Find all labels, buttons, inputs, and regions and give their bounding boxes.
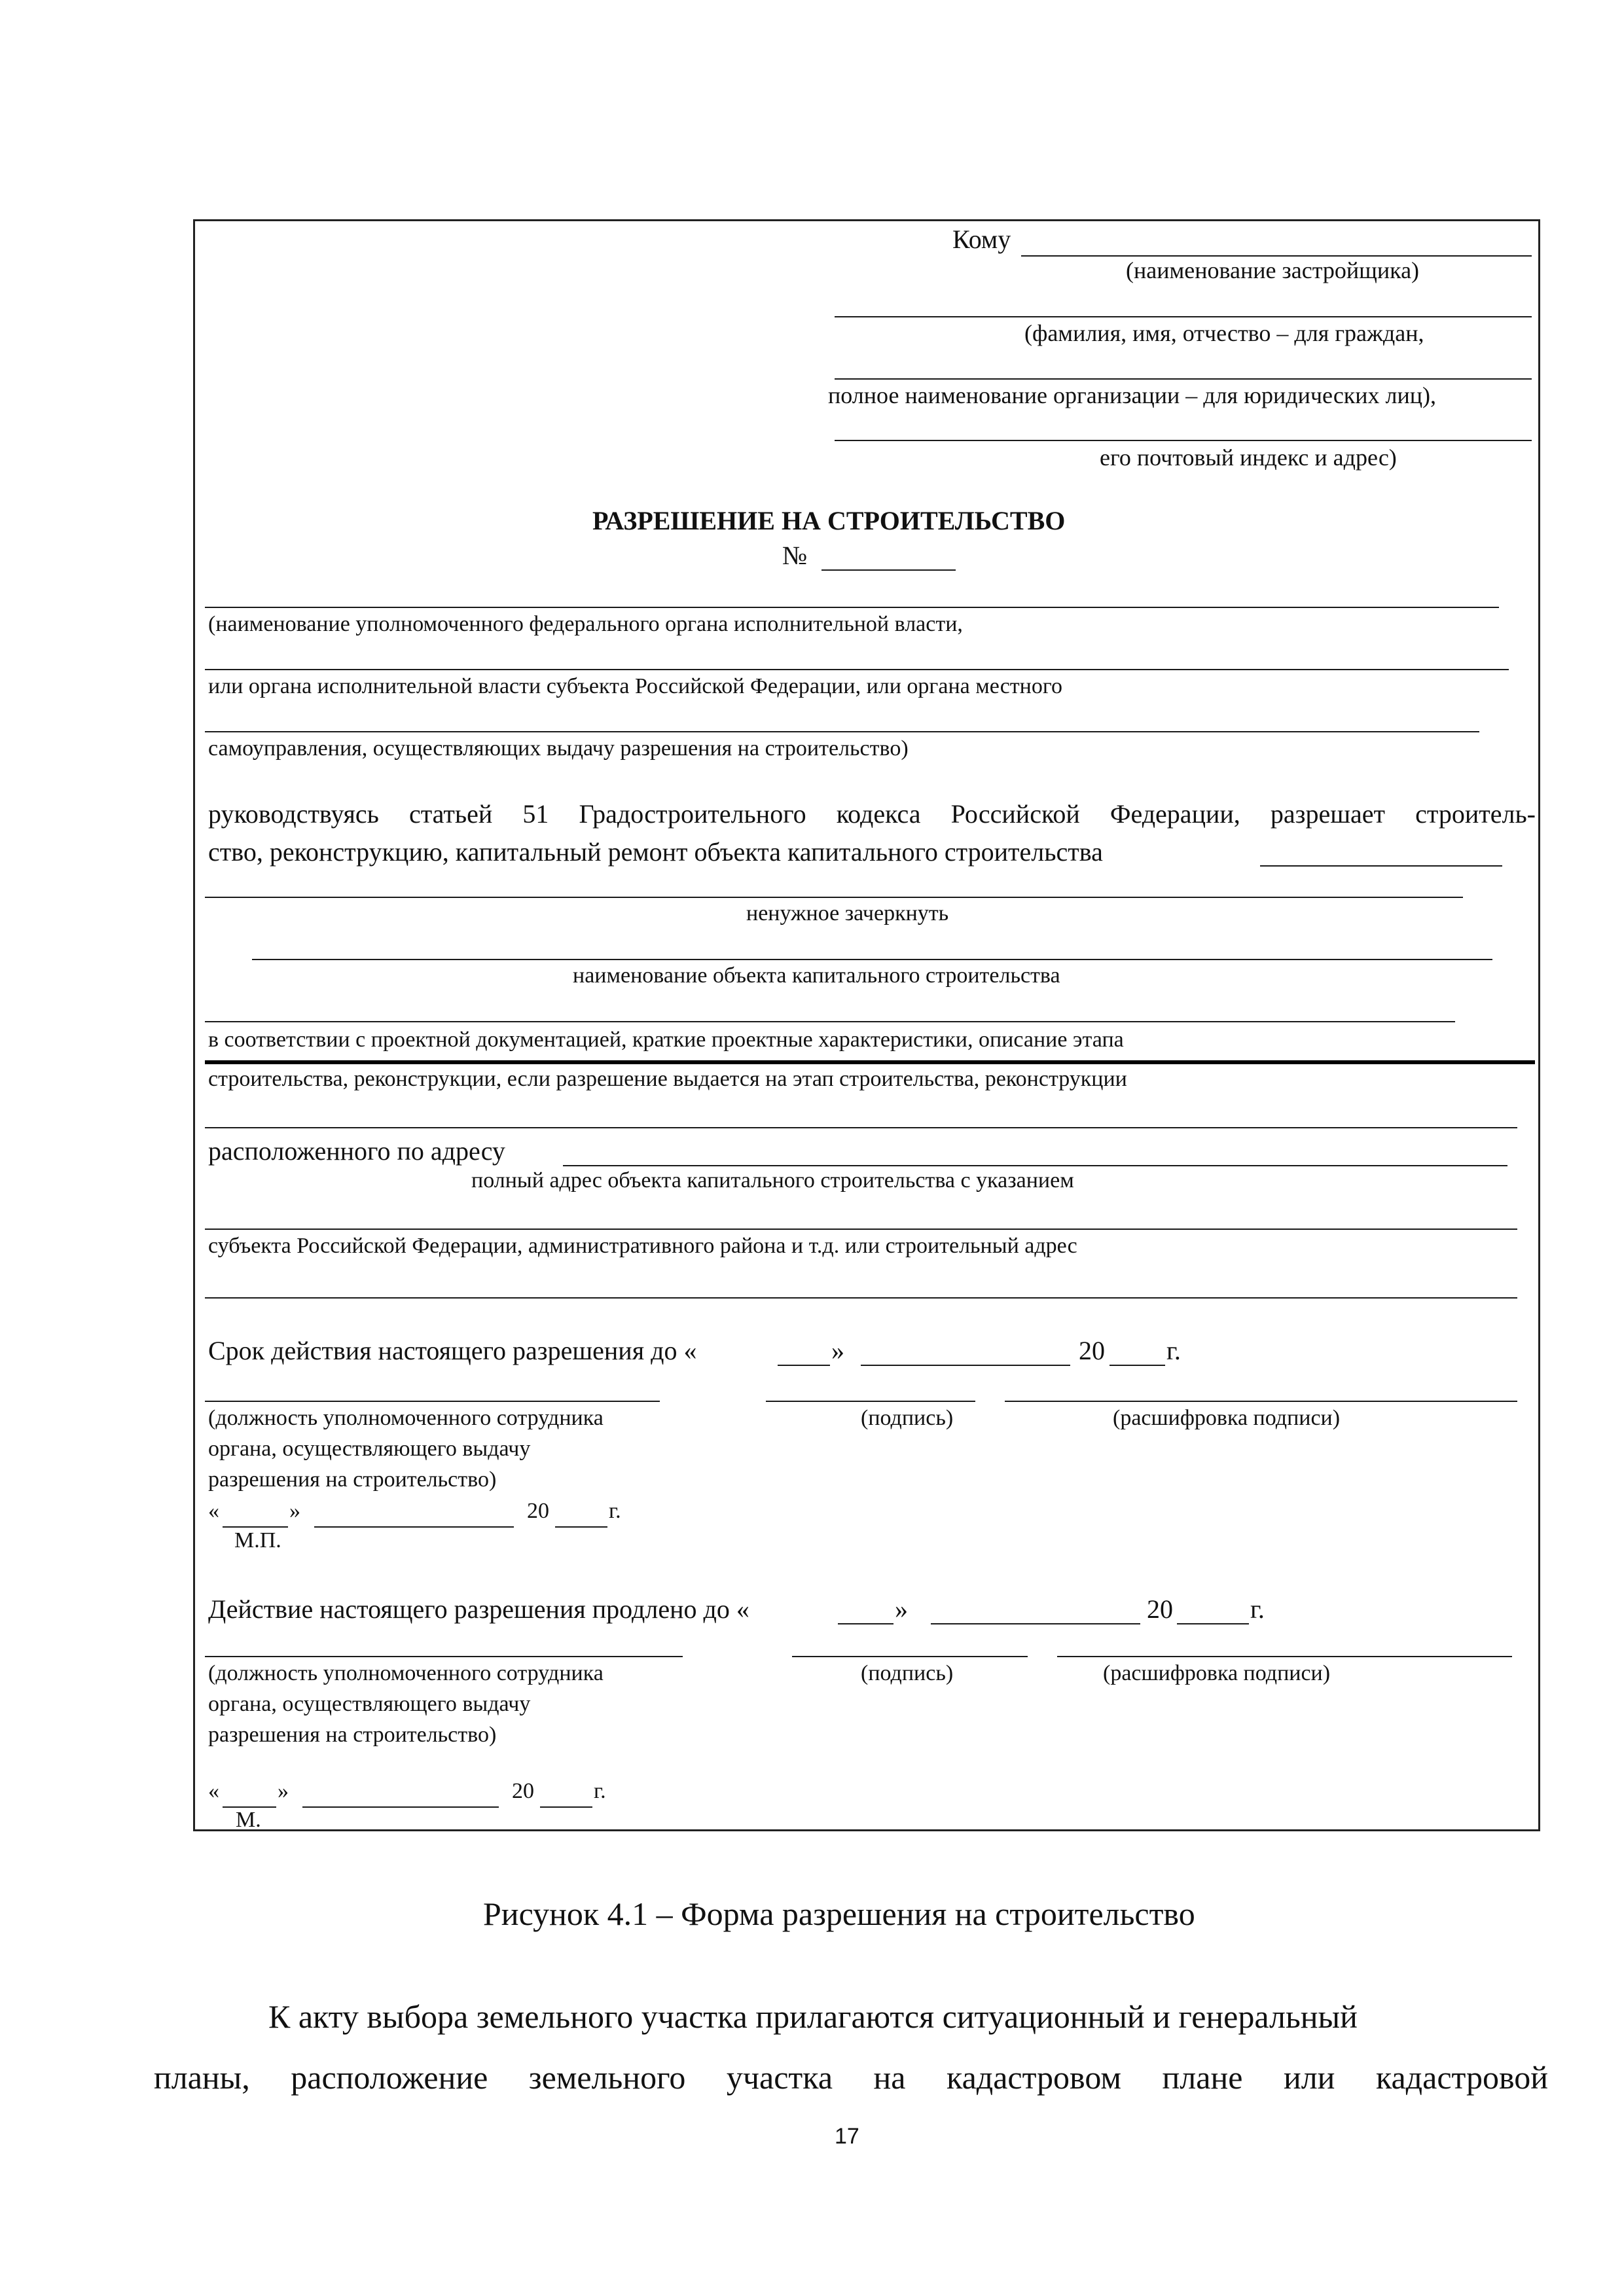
developer-name-hint: (наименование застройщика) bbox=[1126, 257, 1420, 283]
org-line bbox=[835, 378, 1532, 380]
number-line bbox=[821, 569, 956, 571]
sig1-position-hint-2: органа, осуществляющего выдачу bbox=[208, 1437, 531, 1461]
sig2-decoding-line bbox=[1057, 1656, 1512, 1657]
project-hint-2: строительства, реконструкции, если разрешение выдается на этап строительства, реконструкции bbox=[208, 1067, 1127, 1091]
authority-hint-2: или органа исполнительной власти субъекта Российской Федерации, или органа местного bbox=[208, 674, 1062, 698]
person-line bbox=[835, 316, 1532, 317]
extension-year-suffix: г. bbox=[1250, 1594, 1265, 1624]
postal-line bbox=[835, 440, 1532, 441]
authority-line-3 bbox=[205, 731, 1479, 732]
sig1-signature-hint: (подпись) bbox=[861, 1406, 954, 1430]
object-line-2 bbox=[252, 959, 1492, 960]
permit-title: РАЗРЕШЕНИЕ НА СТРОИТЕЛЬСТВО bbox=[592, 506, 1066, 535]
address-line-top bbox=[205, 1127, 1517, 1128]
sig1-day-line bbox=[223, 1526, 288, 1528]
sig2-signature-line bbox=[792, 1656, 1028, 1657]
sig2-position-hint-1: (должность уполномоченного сотрудника bbox=[208, 1661, 604, 1685]
validity-month-line bbox=[861, 1365, 1070, 1366]
sig2-date-close: » bbox=[278, 1779, 289, 1803]
body-text-line-2: планы, расположение земельного участка на кадастровом плане или кадастровой bbox=[154, 2059, 1548, 2096]
validity-prefix: Срок действия настоящего разрешения до « bbox=[208, 1336, 697, 1365]
sig1-year-line bbox=[555, 1526, 607, 1528]
validity-year-prefix: 20 bbox=[1079, 1336, 1105, 1365]
body-text-line-1: К акту выбора земельного участка прилагаются ситуационный и генеральный bbox=[268, 1998, 1358, 2035]
sig2-decoding-hint: (расшифровка подписи) bbox=[1103, 1661, 1331, 1685]
sig1-year-prefix: 20 bbox=[527, 1499, 549, 1523]
validity-quote-close: » bbox=[831, 1336, 844, 1365]
authority-line-1 bbox=[205, 607, 1499, 608]
extension-year-line bbox=[1177, 1623, 1249, 1624]
postal-hint: его почтовый индекс и адрес) bbox=[1100, 444, 1397, 471]
project-hint-1: в соответствии с проектной документацией, краткие проектные характеристики, описание этапа bbox=[208, 1028, 1124, 1052]
object-name-hint: наименование объекта капитального строительства bbox=[573, 963, 1060, 988]
sig1-date-open: « bbox=[208, 1499, 219, 1523]
extension-quote-close: » bbox=[895, 1594, 908, 1624]
sig1-position-line bbox=[205, 1401, 660, 1402]
address-hint-2: субъекта Российской Федерации, административного района и т.д. или строительный адрес bbox=[208, 1234, 1077, 1258]
person-hint: (фамилия, имя, отчество – для граждан, bbox=[1024, 320, 1424, 346]
sig2-position-hint-3: разрешения на строительство) bbox=[208, 1723, 497, 1747]
sig1-stamp: М.П. bbox=[234, 1528, 281, 1552]
sig2-stamp: М. bbox=[236, 1808, 261, 1832]
validity-day-line bbox=[778, 1365, 830, 1366]
project-thick-rule bbox=[205, 1060, 1535, 1064]
sig1-month-line bbox=[314, 1526, 514, 1528]
address-hint-1: полный адрес объекта капитального строительства с указанием bbox=[471, 1168, 1074, 1193]
authority-hint-3: самоуправления, осуществляющих выдачу разрешения на строительство) bbox=[208, 736, 909, 761]
figure-caption: Рисунок 4.1 – Форма разрешения на строительство bbox=[483, 1895, 1195, 1932]
permit-text-2: ство, реконструкцию, капитальный ремонт объекта капитального строительства bbox=[208, 837, 1103, 867]
object-line-1 bbox=[205, 897, 1463, 898]
extension-month-line bbox=[931, 1623, 1140, 1624]
permit-text-1: руководствуясь статьей 51 Градостроительного кодекса Российской Федерации, разрешает строитель- bbox=[208, 799, 1536, 829]
address-inline-line bbox=[563, 1165, 1507, 1166]
extension-prefix: Действие настоящего разрешения продлено до « bbox=[208, 1594, 749, 1624]
extension-year-prefix: 20 bbox=[1147, 1594, 1173, 1624]
validity-year-suffix: г. bbox=[1166, 1336, 1181, 1365]
authority-line-2 bbox=[205, 669, 1509, 670]
sig2-signature-hint: (подпись) bbox=[861, 1661, 954, 1685]
sig2-position-line bbox=[205, 1656, 683, 1657]
sig1-signature-line bbox=[766, 1401, 975, 1402]
sig2-month-line bbox=[302, 1806, 499, 1808]
komu-label: Кому bbox=[952, 224, 1011, 254]
validity-year-line bbox=[1110, 1365, 1165, 1366]
sig2-date-open: « bbox=[208, 1779, 219, 1803]
sig1-position-hint-3: разрешения на строительство) bbox=[208, 1467, 497, 1492]
sig1-decoding-hint: (расшифровка подписи) bbox=[1113, 1406, 1341, 1430]
sig2-year-prefix: 20 bbox=[512, 1779, 534, 1803]
extension-day-line bbox=[838, 1623, 893, 1624]
sig1-year-suffix: г. bbox=[609, 1499, 621, 1523]
number-label: № bbox=[782, 541, 808, 570]
authority-hint-1: (наименование уполномоченного федерального органа исполнительной власти, bbox=[208, 612, 963, 636]
address-line-2 bbox=[205, 1229, 1517, 1230]
sig2-position-hint-2: органа, осуществляющего выдачу bbox=[208, 1692, 531, 1716]
sig1-position-hint-1: (должность уполномоченного сотрудника bbox=[208, 1406, 604, 1430]
strike-hint: ненужное зачеркнуть bbox=[746, 901, 949, 925]
sig2-year-suffix: г. bbox=[594, 1779, 606, 1803]
address-label: расположенного по адресу bbox=[208, 1136, 505, 1166]
project-line bbox=[205, 1021, 1455, 1022]
address-line-3 bbox=[205, 1297, 1517, 1299]
page-number: 17 bbox=[835, 2124, 859, 2149]
sig1-date-close: » bbox=[289, 1499, 300, 1523]
object-inline-line bbox=[1260, 865, 1502, 867]
sig2-year-line bbox=[540, 1806, 592, 1808]
org-hint: полное наименование организации – для юридических лиц), bbox=[828, 382, 1437, 408]
sig1-decoding-line bbox=[1005, 1401, 1517, 1402]
